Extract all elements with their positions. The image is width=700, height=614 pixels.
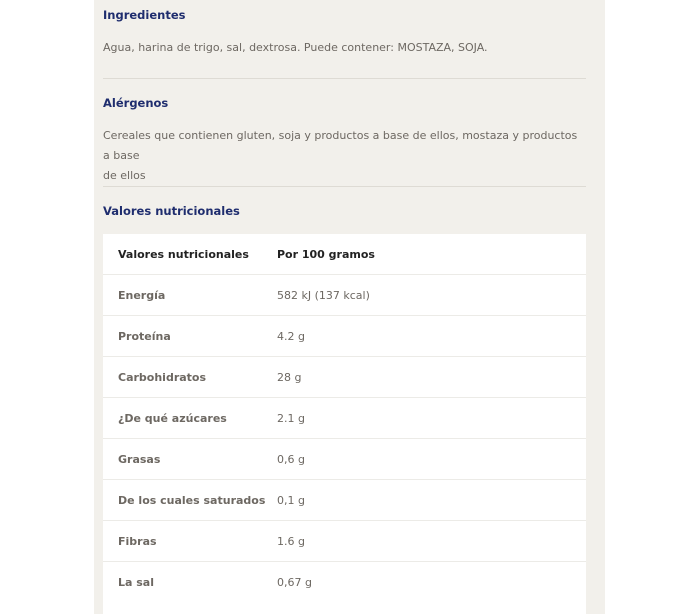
table-row [103, 316, 586, 357]
row-label: De los cuales saturados [118, 494, 266, 507]
nutrition-table-header [103, 234, 586, 275]
table-row [103, 275, 586, 316]
allergens-title: Alérgenos [103, 96, 169, 110]
row-label: Proteína [118, 330, 171, 343]
allergens-text-block [103, 126, 586, 186]
row-value: 4.2 g [277, 330, 305, 343]
allergens-section [103, 96, 586, 110]
header-label: Valores nutricionales [118, 248, 249, 261]
row-value: 0,1 g [277, 494, 305, 507]
nutrition-section [103, 204, 586, 218]
row-label: ¿De qué azúcares [118, 412, 227, 425]
row-value: 582 kJ (137 kcal) [277, 289, 370, 302]
divider [103, 186, 586, 187]
table-row [103, 357, 586, 398]
ingredients-text: Agua, harina de trigo, sal, dextrosa. Puede contener: MOSTAZA, SOJA. [103, 41, 488, 54]
nutrition-table [103, 234, 586, 614]
product-info-panel [94, 0, 605, 614]
row-label: Energía [118, 289, 166, 302]
row-label: Grasas [118, 453, 161, 466]
divider [103, 78, 586, 79]
ingredients-section [103, 8, 586, 22]
row-value: 1.6 g [277, 535, 305, 548]
table-row [103, 480, 586, 521]
row-label: La sal [118, 576, 155, 589]
ingredients-title: Ingredientes [103, 8, 186, 22]
row-value: 0,67 g [277, 576, 312, 589]
row-value: 2.1 g [277, 412, 305, 425]
table-row [103, 439, 586, 480]
row-label: Fibras [118, 535, 157, 548]
row-value: 0,6 g [277, 453, 305, 466]
row-label: Carbohidratos [118, 371, 207, 384]
table-row [103, 398, 586, 439]
row-value: 28 g [277, 371, 302, 384]
table-row [103, 562, 586, 603]
allergens-text-line-1: Cereales que contienen gluten, soja y productos a base de ellos, mostaza y productos a base [103, 129, 578, 162]
nutrition-title: Valores nutricionales [103, 204, 240, 218]
table-row [103, 521, 586, 562]
header-value: Por 100 gramos [277, 248, 375, 261]
ingredients-text-block [103, 38, 586, 58]
allergens-text-line-2: de ellos [103, 169, 146, 182]
